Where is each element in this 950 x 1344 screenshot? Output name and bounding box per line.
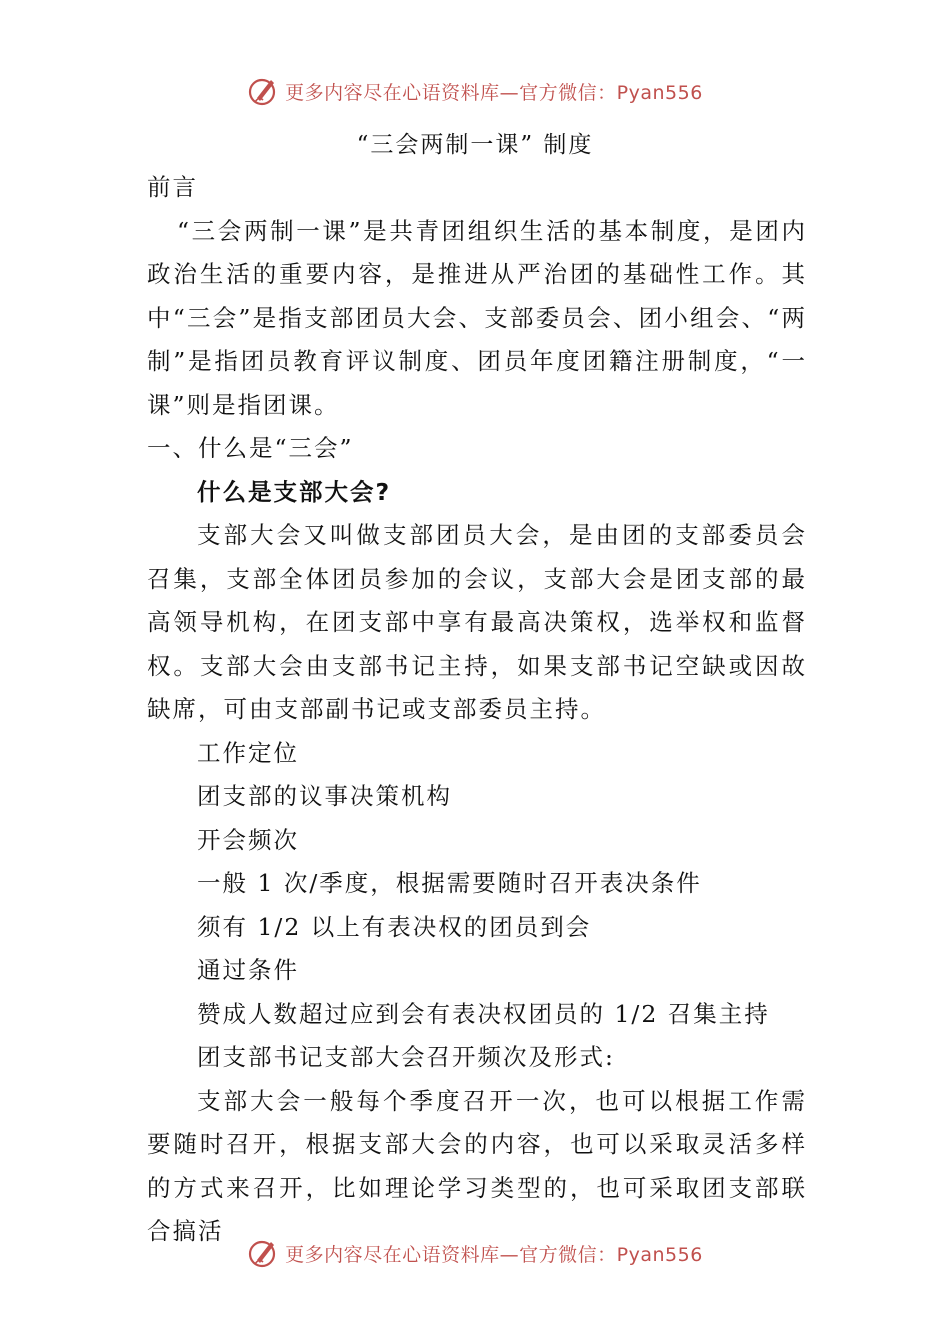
watermark-header bbox=[0, 74, 950, 108]
text-line: 须有 1/2 以上有表决权的团员到会 bbox=[197, 912, 592, 941]
text-line: 工作定位 bbox=[197, 738, 299, 767]
text-line: 团支部书记支部大会召开频次及形式: bbox=[197, 1043, 615, 1071]
pen-logo-icon bbox=[247, 1236, 281, 1270]
text-line: 开会频次 bbox=[197, 825, 299, 854]
paragraph-2: 支部大会一般每个季度召开一次，也可以根据工作需要随时召开，根据支部大会的内容，也可以采取灵活多样的方式来召开，比如理论学习类型的，也可采取团支部联合搞活 bbox=[147, 1086, 807, 1245]
document-body bbox=[147, 166, 807, 1254]
text-line: 通过条件 bbox=[197, 956, 299, 984]
section-heading: 一、什么是“三会” bbox=[147, 434, 354, 462]
document-title: “三会两制一课” 制度 bbox=[356, 132, 594, 158]
pen-logo-icon bbox=[247, 74, 281, 108]
watermark-text: 更多内容尽在心语资料库—官方微信：Pyan556 bbox=[285, 1243, 703, 1266]
text-line: 一般 1 次/季度，根据需要随时召开表决条件 bbox=[197, 869, 702, 897]
watermark-text: 更多内容尽在心语资料库—官方微信：Pyan556 bbox=[285, 81, 703, 104]
preface-paragraph: “三会两制一课”是共青团组织生活的基本制度，是团内政治生活的重要内容，是推进从严治团的基础性工作。其中“三会”是指支部团员大会、支部委员会、团小组会、“两制”是指团员教育评议制度、团员年度团籍注册制度，“一课”则是指团课。 bbox=[147, 216, 807, 419]
text-line: 赞成人数超过应到会有表决权团员的 1/2 召集主持 bbox=[197, 999, 770, 1028]
subheading: 什么是支部大会? bbox=[197, 477, 392, 506]
paragraph-1: 支部大会又叫做支部团员大会，是由团的支部委员会召集，支部全体团员参加的会议，支部大会是团支部的最高领导机构，在团支部中享有最高决策权，选举权和监督权。支部大会由支部书记主持，如果支部书记空缺或因故缺席，可由支部副书记或支部委员主持。 bbox=[147, 521, 807, 723]
watermark-footer bbox=[0, 1236, 950, 1270]
preface-heading: 前言 bbox=[147, 173, 198, 201]
text-line: 团支部的议事决策机构 bbox=[197, 782, 452, 810]
